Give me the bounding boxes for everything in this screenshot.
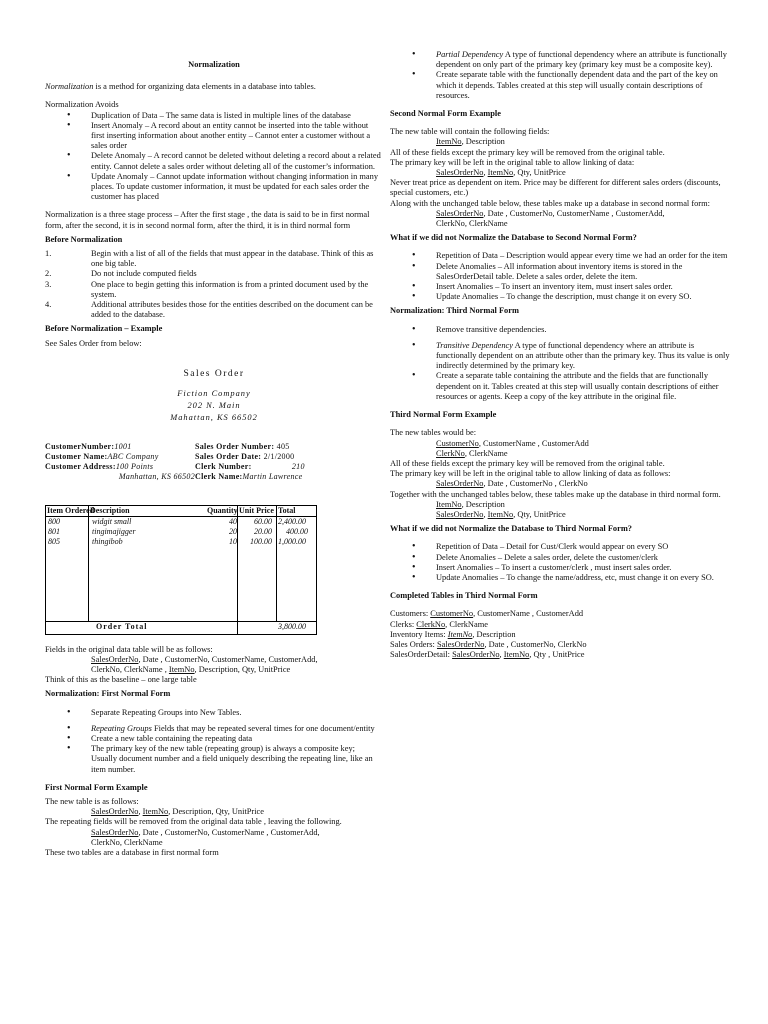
snf-line-1: SalesOrderNo, ItemNo, Qty, UnitPrice: [436, 168, 566, 178]
field-list: , Description: [461, 137, 505, 147]
table-cell: 2,400.00: [278, 516, 306, 526]
order-total-label: Order Total: [96, 622, 148, 632]
table-cell: 1,000.00: [278, 536, 306, 546]
sales-order-table: [45, 505, 317, 635]
first-nf-example-heading: First Normal Form Example: [45, 782, 148, 792]
key-field: SalesOrderNo: [452, 650, 500, 660]
list-item: • Create a separate table containing the attribute and the fields that are functionally dependent on it. Tables created at this step will usually contain descriptions of either resources or agents. Keep a copy of the key attribute in the original file.: [390, 371, 730, 402]
key-field: CustomerNo: [430, 609, 474, 619]
field-label: Customer Name:: [45, 451, 108, 461]
list-item: • Repetition of Data – Detail for Cust/Clerk would appear on every SO: [390, 542, 730, 552]
column-divider: [88, 506, 89, 622]
sales-order-form: [45, 369, 383, 635]
key-field: SalesOrderNo: [436, 479, 484, 489]
table-cell: 60.00: [254, 516, 272, 526]
snf-example-heading: Second Normal Form Example: [390, 109, 501, 119]
page-title: Normalization: [188, 60, 240, 69]
right-column: [390, 50, 730, 660]
list-item: [45, 280, 383, 300]
fields-line-2: [45, 665, 383, 675]
list-item: • Update Anomalies – To change the description, must change it on every SO.: [390, 292, 730, 302]
completed-customers: [390, 609, 730, 619]
list-item: • Create separate table with the functionally dependent data and the part of the key on which it depends. Tables created at this step will usually contain descriptions of resources.: [390, 70, 730, 101]
customer-name: [45, 452, 195, 462]
so-number: [195, 442, 385, 452]
clerk-number: [195, 462, 385, 472]
field-value: 1001: [114, 441, 132, 451]
table-cell: 10: [229, 536, 237, 546]
list-item: • Update Anomalies – To change the name/address, etc, must change it on every SO.: [390, 573, 730, 583]
list-number: 1.: [45, 249, 52, 259]
field-value: ABC Company: [107, 451, 159, 461]
partial-dependency-list: [390, 50, 730, 101]
tnf-line-1: [390, 479, 730, 489]
intro-term: Normalization: [45, 82, 94, 92]
baseline-text: Think of this as the baseline – one large table: [45, 675, 197, 685]
column-divider: [237, 506, 238, 634]
separator: ,: [138, 807, 143, 817]
key-field: CustomerNo: [436, 438, 479, 448]
list-text: Do not include computed fields: [91, 269, 197, 279]
definition: Fields that may be repeated several times for one document/entity: [151, 723, 375, 733]
field-label: Sales Order Date:: [195, 451, 262, 461]
clerk-name: [195, 472, 385, 482]
fnf-line-3: ClerkNo, ClerkName: [91, 837, 163, 847]
list-item: • Delete Anomalies – All information about inventory items is stored in the SalesOrderDetail table. Delete a sales order, delete the item.: [390, 262, 730, 282]
key-field: ItemNo: [142, 807, 169, 817]
tnf-line-2: [390, 500, 730, 510]
field-value: 210: [291, 462, 305, 472]
field-label: CustomerNumber:: [45, 441, 115, 451]
field-list: , Description, Qty, UnitPrice: [168, 807, 264, 817]
key-field: ItemNo: [447, 629, 473, 639]
key-field: ClerkNo: [436, 448, 465, 458]
fields-intro: Fields in the original data table will be as follows:: [45, 644, 213, 654]
list-item: [45, 724, 383, 734]
before-normalization-heading: Before Normalization: [45, 234, 123, 244]
table-cell: 100.00: [250, 536, 272, 546]
table-cell: thingibob: [92, 536, 123, 546]
list-item: • Insert Anomaly – A record about an entity cannot be inserted into the table without first inserting information about another entity – Cannot enter a customer without a sales order: [45, 121, 383, 152]
third-nf-list: [390, 325, 730, 402]
term: Partial Dependency: [436, 50, 504, 59]
before-list: [45, 249, 383, 320]
table-label: Sales Orders:: [390, 639, 437, 649]
fields-line-1: [45, 655, 383, 665]
table-label: SalesOrderDetail:: [390, 650, 453, 660]
new-tables-would-be: The new tables would be:: [390, 428, 477, 438]
company-name: Fiction Company: [177, 389, 251, 399]
avoids-heading: Normalization Avoids: [45, 100, 119, 110]
order-total-value: 3,800.00: [278, 622, 306, 632]
sales-order-header: [45, 442, 383, 483]
snf-new-line: [390, 137, 730, 147]
column-header: Quantity: [207, 505, 238, 515]
field-list: , ClerkName: [464, 448, 508, 458]
key-field: SalesOrderNo: [436, 639, 485, 649]
all-fields-except: All of these fields except the primary key will be removed from the original table.: [390, 147, 665, 157]
completed-sales-order-detail: SalesOrderDetail: SalesOrderNo, ItemNo, Qty , UnitPrice: [390, 650, 585, 660]
tnf-line-3: SalesOrderNo, ItemNo, Qty, UnitPrice: [436, 509, 566, 519]
third-nf-heading: Normalization: Third Normal Form: [390, 306, 519, 316]
term: Transitive Dependency: [436, 340, 513, 350]
field-value: 2/1/2000: [263, 451, 295, 461]
tnf-example-heading: Third Normal Form Example: [390, 410, 497, 420]
table-label: Inventory Items:: [390, 629, 448, 639]
field-list: , Date , CustomerNo, CustomerName , CustomerAdd,: [138, 827, 320, 837]
snf-line-2: [390, 209, 730, 219]
all-fields-except-2: All of these fields except the primary key will be removed from the original table.: [390, 458, 665, 468]
key-field: ItemNo: [503, 650, 530, 660]
table-cell: 20.00: [254, 526, 272, 536]
along-with: Along with the unchanged table below, these tables make up a database in second normal form:: [390, 198, 710, 208]
list-item: • Duplication of Data – The same data is listed in multiple lines of the database: [45, 111, 383, 121]
three-stage-paragraph: Normalization is a three stage process – After the first stage , the data is said to be in first normal form, after the second, it is in second normal form, after the third, it is in third normal form: [45, 210, 370, 230]
key-field: ItemNo: [436, 137, 462, 147]
completed-clerks: [390, 620, 730, 630]
table-cell: 400.00: [286, 526, 308, 536]
key-field: SalesOrderNo: [91, 807, 139, 817]
field-list: , Qty, UnitPrice: [513, 509, 566, 519]
table-cell: 20: [229, 526, 237, 536]
company-address-2: Mahattan, KS 66502: [170, 413, 258, 423]
list-item: [45, 300, 383, 320]
field-list: , Description, Qty, UnitPrice: [194, 664, 291, 674]
field-value: 405: [276, 441, 290, 451]
list-item: • Update Anomaly – Cannot update information without changing information in many places. To update customer information, it must be updated for each sales order the customer has placed: [45, 172, 383, 203]
list-item: • Create a new table containing the repeating data: [45, 734, 383, 744]
field-list: , Qty , UnitPrice: [529, 650, 585, 660]
field-list: , ClerkName: [445, 619, 488, 629]
field-value: 100 Points: [115, 462, 154, 472]
list-text: One place to begin getting this information is from a printed document used by the system.: [91, 279, 369, 299]
field-list: , CustomerName , CustomerAdd: [473, 609, 584, 619]
list-number: 4.: [45, 300, 52, 310]
field-label: Customer Address:: [45, 462, 116, 472]
intro-rest: is a method for organizing data elements in a database into tables.: [93, 82, 316, 92]
what-if-2nf-list: [390, 251, 730, 302]
total-divider: [46, 621, 316, 622]
new-table-contains: The new table will contain the following fields:: [390, 127, 550, 137]
key-field: ClerkNo: [416, 619, 446, 629]
new-table-intro: The new table is as follows:: [45, 796, 139, 806]
key-field: ItemNo: [168, 664, 195, 674]
see-sales-order: See Sales Order from below:: [45, 338, 142, 348]
key-field: SalesOrderNo: [436, 168, 484, 178]
field-list: , CustomerName , CustomerAdd: [478, 438, 589, 448]
column-header: Unit Price: [239, 505, 274, 515]
together-text: Together with the unchanged tables below, these tables make up the database in third normal form.: [390, 489, 721, 499]
company-address-1: 202 N. Main: [187, 401, 241, 411]
pk-left: The primary key will be left in the original table to allow linking of data:: [390, 157, 635, 167]
list-item: • Insert Anomalies – To insert a customer/clerk , must insert sales order.: [390, 563, 730, 573]
what-if-3nf-heading: What if we did not Normalize the Database to Third Normal Form?: [390, 524, 632, 534]
table-cell: 801: [48, 526, 60, 536]
field-label: Sales Order Number:: [195, 441, 275, 451]
table-label: Customers:: [390, 609, 431, 619]
list-item: • Delete Anomaly – A record cannot be deleted without deleting a record about a related entity. Cannot delete a sales order without deleting all of the customer’s information.: [45, 151, 383, 171]
customer-address: [45, 462, 195, 472]
snf-line-3: ClerkNo, ClerkName: [436, 219, 508, 229]
field-label: Clerk Name:: [195, 472, 243, 482]
list-item: • Separate Repeating Groups into New Tables.: [45, 708, 383, 718]
table-cell: widgit small: [92, 516, 132, 526]
field-list: , Date , CustomerNo , ClerkNo: [483, 479, 588, 489]
column-header: Item Ordered: [47, 505, 95, 515]
column-divider: [276, 506, 277, 622]
two-tables-text: These two tables are a database in first normal form: [45, 847, 219, 857]
key-field: ItemNo: [436, 499, 462, 509]
completed-tables-heading: Completed Tables in Third Normal Form: [390, 591, 538, 601]
so-date: [195, 452, 385, 462]
field-list: , Description: [472, 629, 516, 639]
list-item: • Insert Anomalies – To insert an inventory item, must insert sales order.: [390, 282, 730, 292]
key-field: SalesOrderNo: [91, 654, 139, 664]
left-column: [45, 0, 383, 858]
definition: A type of functional dependency where an attribute is functionally dependent on an attribute other than the primary key. Thus its value is only indirectly determined by the primary key.: [436, 340, 730, 371]
field-list: , Qty, UnitPrice: [513, 168, 566, 178]
table-cell: tingimajigger: [92, 526, 136, 536]
intro-paragraph: [45, 82, 383, 92]
fnf-line-2: [45, 828, 383, 838]
field-list: , Description: [461, 499, 505, 509]
list-item: [390, 50, 730, 70]
table-cell: 40: [229, 516, 237, 526]
list-item: • Repetition of Data – Description would appear every time we had an order for the item: [390, 251, 730, 261]
list-item: [45, 249, 383, 269]
table-cell: 800: [48, 516, 60, 526]
never-price: Never treat price as dependent on item. Price may be different for different sales orders (discounts, special customers, etc.): [390, 178, 721, 198]
key-field: SalesOrderNo: [436, 208, 484, 218]
field-list: ClerkNo, ClerkName ,: [91, 664, 169, 674]
field-label: Clerk Number:: [195, 462, 252, 472]
customer-city: Manhattan, KS 66502: [118, 472, 195, 482]
completed-inventory: [390, 630, 730, 640]
tnf-new-1: [390, 439, 730, 449]
field-value: Martin Lawrence: [242, 472, 303, 482]
list-item: • The primary key of the new table (repeating group) is always a composite key; Usually document number and a field uniquely describing the repeating line, like an item number.: [45, 744, 383, 775]
key-field: ItemNo: [487, 168, 514, 178]
key-field: SalesOrderNo: [436, 509, 484, 519]
what-if-3nf-list: [390, 542, 730, 583]
pk-left-2: The primary key will be left in the original table to allow linking of data as follows:: [390, 469, 671, 479]
first-nf-heading: Normalization: First Normal Form: [45, 689, 171, 699]
column-header: Total: [278, 505, 296, 515]
list-item: [45, 269, 383, 279]
tnf-new-2: [390, 449, 730, 459]
avoids-list: [45, 111, 383, 203]
column-header: Description: [90, 505, 130, 515]
list-number: 2.: [45, 269, 52, 279]
key-field: SalesOrderNo: [91, 827, 139, 837]
fnf-line-1: [45, 807, 383, 817]
table-cell: 805: [48, 536, 60, 546]
field-list: , Date , CustomerNo, ClerkNo: [484, 639, 587, 649]
completed-sales-orders: [390, 640, 730, 650]
list-item: • Remove transitive dependencies.: [390, 325, 730, 335]
repeating-removed: The repeating fields will be removed from the original data table , leaving the following.: [45, 817, 342, 827]
list-text: Additional attributes besides those for the entities described on the document can be added to the database.: [91, 300, 373, 320]
customer-number: [45, 442, 195, 452]
header-divider: [46, 516, 316, 517]
list-item: [390, 341, 730, 372]
field-list: , Date , CustomerNo, CustomerName, CustomerAdd,: [138, 654, 318, 664]
field-list: , Date , CustomerNo, CustomerName , CustomerAdd,: [483, 208, 665, 218]
what-if-2nf-heading: What if we did not Normalize the Database to Second Normal Form?: [390, 233, 637, 243]
table-label: Clerks:: [390, 619, 417, 629]
before-example-heading: Before Normalization – Example: [45, 324, 163, 334]
definition: A type of functional dependency where an attribute is functionally dependent on only part of the primary key (primary key must be a composite key).: [436, 50, 727, 70]
first-nf-list: [45, 708, 383, 775]
list-number: 3.: [45, 279, 52, 289]
term: Repeating Groups: [91, 723, 152, 733]
list-text: Begin with a list of all of the fields that must appear in the database. Think of this as one big table.: [91, 249, 374, 269]
sales-order-title: Sales Order: [183, 368, 245, 379]
list-item: • Delete Anomalies – Delete a sales order, delete the customer/clerk: [390, 553, 730, 563]
key-field: ItemNo: [487, 509, 514, 519]
